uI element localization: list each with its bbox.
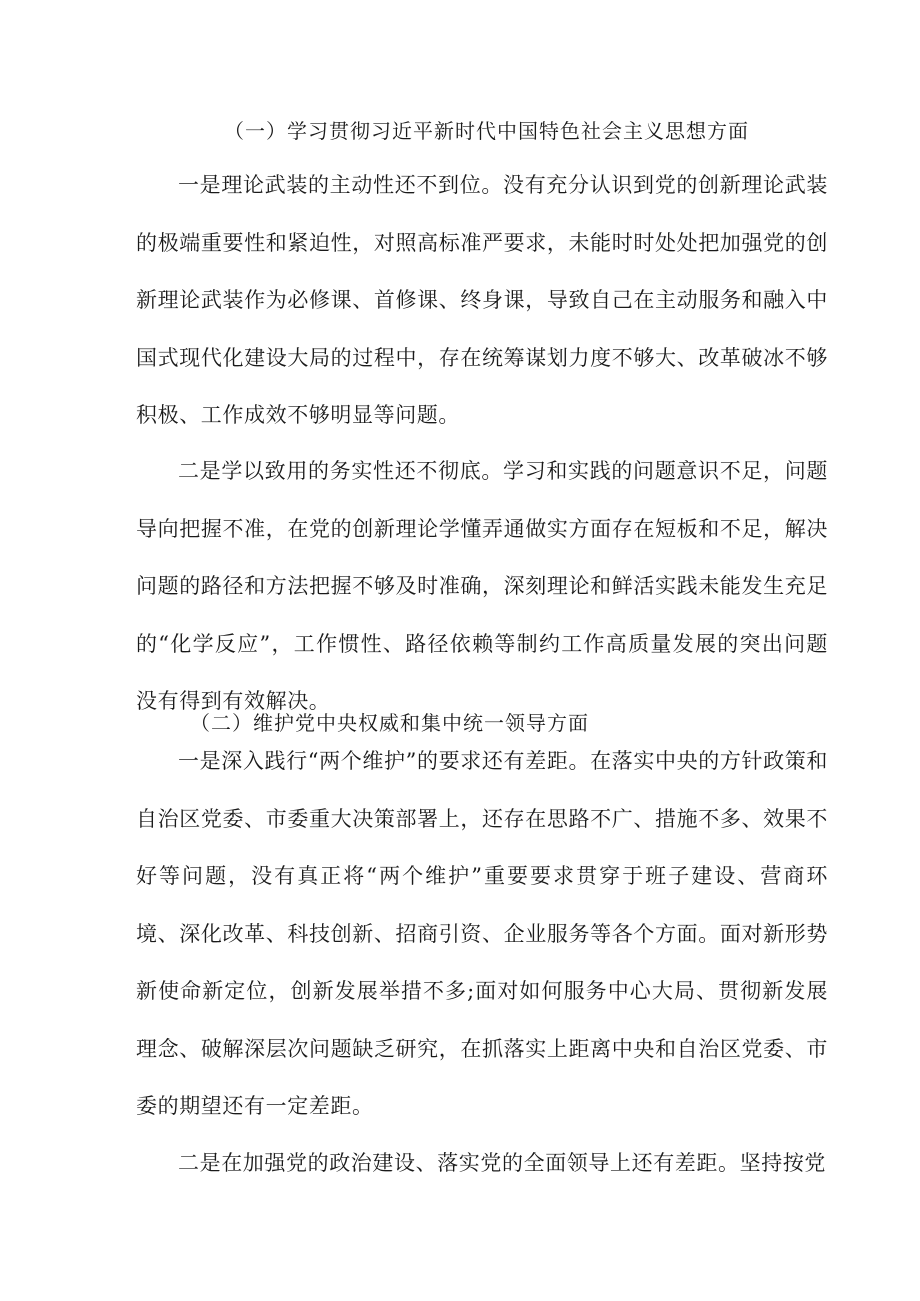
section-heading-1: （一）学习贯彻习近平新时代中国特色社会主义思想方面: [224, 119, 749, 143]
section-2-paragraph-2: 二是在加强党的政治建设、落实党的全面领导上还有差距。坚持按党: [178, 1151, 826, 1175]
section-1-paragraph-1: 一是理论武装的主动性还不到位。没有充分认识到党的创新理论武装的极端重要性和紧迫性，对照高标准严要求，未能时时处处把加强党的创新理论武装作为必修课、首修课、终身课，导致自己在主动服务和融入中国式现代化建设大局的过程中，存在统筹谋划力度不够大、改革破冰不够积极、工作成效不够明显等问题。: [136, 173, 828, 427]
section-heading-2: （二）维护党中央权威和集中统一领导方面: [190, 711, 589, 735]
section-1-paragraph-2: 二是学以致用的务实性还不彻底。学习和实践的问题意识不足，问题导向把握不准，在党的创新理论学懂弄通做实方面存在短板和不足，解决问题的路径和方法把握不够及时准确，深刻理论和鲜活实践未能发生充足的“化学反应”，工作惯性、路径依赖等制约工作高质量发展的突出问题没有得到有效解决。: [136, 459, 828, 713]
section-2-paragraph-1: 一是深入践行“两个维护”的要求还有差距。在落实中央的方针政策和自治区党委、市委重大决策部署上，还存在思路不广、措施不多、效果不好等问题，没有真正将“两个维护”重要要求贯穿于班子建设、营商环境、深化改革、科技创新、招商引资、企业服务等各个方面。面对新形势新使命新定位，创新发展举措不多;面对如何服务中心大局、贯彻新发展理念、破解深层次问题缺乏研究，在抓落实上距离中央和自治区党委、市委的期望还有一定差距。: [136, 749, 828, 1118]
